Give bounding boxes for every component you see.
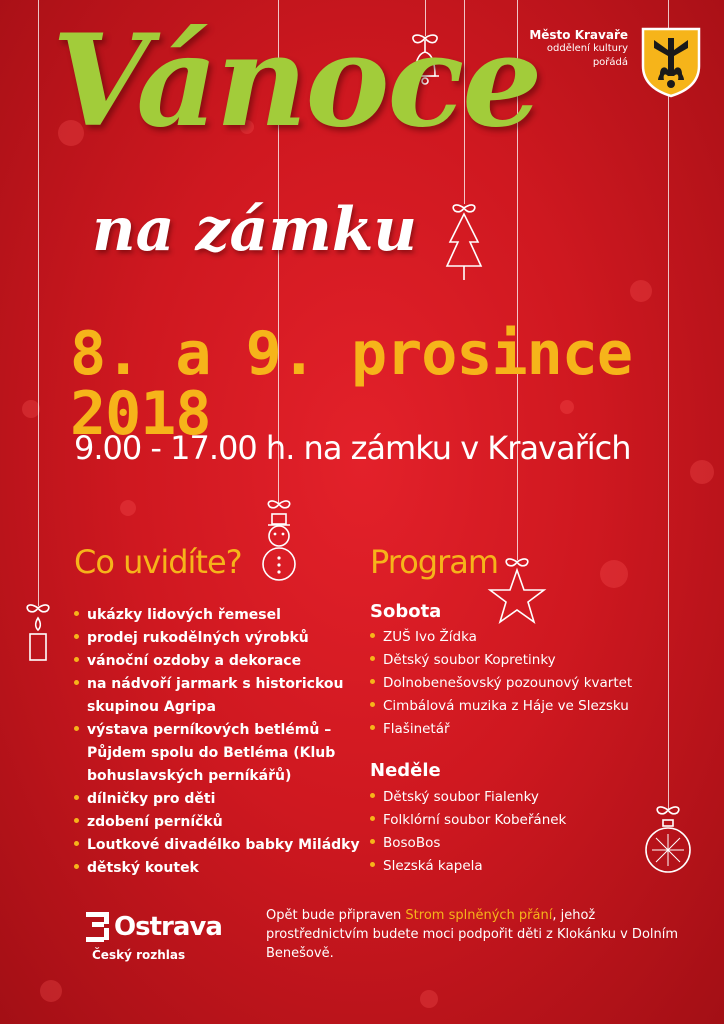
- bokeh-dot: [630, 280, 652, 302]
- info-highlight: Strom splněných přání: [405, 908, 553, 923]
- list-item: Folklórní soubor Kobeřánek: [370, 809, 670, 832]
- sunday-title: Neděle: [370, 760, 441, 781]
- saturday-list: [370, 626, 670, 741]
- highlights-list: [74, 604, 374, 880]
- title-sub: na zámku: [92, 195, 418, 265]
- sponsor-sub: Český rozhlas: [92, 948, 186, 962]
- list-item: Dolnobenešovský pozounový kvartet: [370, 672, 670, 695]
- program-heading: Program: [370, 543, 499, 581]
- list-item: Cimbálová muzika z Háje ve Slezsku: [370, 695, 670, 718]
- snowman-icon: [256, 498, 302, 588]
- christmas-tree-icon: [442, 202, 486, 292]
- event-time-place: 9.00 - 17.00 h. na zámku v Kravařích: [74, 429, 631, 467]
- ornament-string: [38, 0, 39, 606]
- saturday-title: Sobota: [370, 601, 442, 622]
- info-text-before: Opět bude připraven: [266, 908, 406, 923]
- radio-logo-icon: [84, 910, 112, 944]
- list-item: dílničky pro děti: [74, 788, 374, 811]
- bokeh-dot: [600, 560, 628, 588]
- city-crest-icon: [640, 26, 702, 98]
- list-item: ukázky lidových řemesel: [74, 604, 374, 627]
- list-item: ZUŠ Ivo Žídka: [370, 626, 670, 649]
- list-item: Dětský soubor Kopretinky: [370, 649, 670, 672]
- organizer-block: [529, 28, 628, 70]
- event-dates: 8. a 9. prosince 2018: [70, 319, 632, 449]
- bokeh-dot: [40, 980, 62, 1002]
- list-item: Flašinetář: [370, 718, 670, 741]
- list-item: vánoční ozdoby a dekorace: [74, 650, 374, 673]
- organizer-name: Město Kravaře: [529, 28, 628, 42]
- list-item: dětský koutek: [74, 857, 374, 880]
- list-item: Slezská kapela: [370, 855, 670, 878]
- bokeh-dot: [120, 500, 136, 516]
- list-item: výstava perníkových betlémů – Půjdem spolu do Betléma (Klub bohuslavských perníkářů): [74, 719, 374, 788]
- highlights-heading: Co uvidíte?: [74, 543, 242, 581]
- sponsor-name: Ostrava: [114, 912, 222, 942]
- info-paragraph: [266, 906, 686, 963]
- list-item: na nádvoří jarmark s historickou skupinou Agripa: [74, 673, 374, 719]
- bokeh-dot: [420, 990, 438, 1008]
- title-main: Vánoce: [52, 7, 541, 155]
- sunday-list: [370, 786, 670, 878]
- list-item: Dětský soubor Fialenky: [370, 786, 670, 809]
- organizer-role: pořádá: [592, 57, 628, 68]
- info-text-after: , jehož prostřednictvím budete moci podpořit děti z Klokánku v Dolním Benešově.: [266, 908, 679, 961]
- list-item: Loutkové divadélko babky Miládky: [74, 834, 374, 857]
- list-item: BosoBos: [370, 832, 670, 855]
- candle-icon: [18, 602, 62, 672]
- bokeh-dot: [690, 460, 714, 484]
- list-item: zdobení perníčků: [74, 811, 374, 834]
- list-item: prodej rukodělných výrobků: [74, 627, 374, 650]
- organizer-department: oddělení kultury: [546, 43, 628, 54]
